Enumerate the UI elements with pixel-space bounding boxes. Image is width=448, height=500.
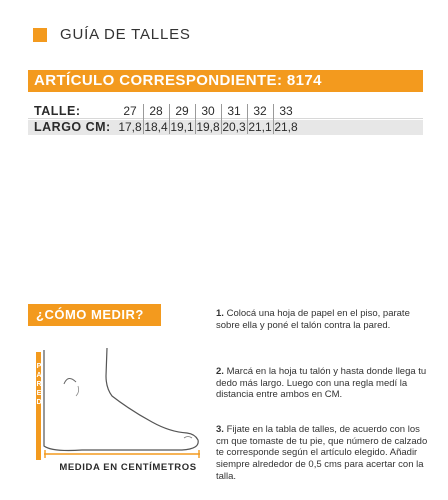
step-number: 3. — [216, 424, 224, 435]
length-row-label: LARGO CM: — [34, 120, 111, 134]
length-cell: 19,1 — [170, 120, 194, 134]
column-divider — [195, 104, 196, 134]
length-cell: 18,4 — [144, 120, 168, 134]
length-cell: 20,3 — [222, 120, 246, 134]
column-divider — [247, 104, 248, 134]
size-row-label: TALLE: — [34, 104, 81, 118]
step-text: Colocá una hoja de papel en el piso, parate sobre ella y poné el talón contra la pared. — [216, 308, 410, 331]
step-number: 2. — [216, 366, 224, 377]
column-divider — [169, 104, 170, 134]
how-to-measure-title: ¿CÓMO MEDIR? — [36, 307, 144, 322]
size-cell: 28 — [149, 104, 163, 118]
how-to-measure-banner — [28, 304, 161, 326]
size-cell: 32 — [253, 104, 267, 118]
step-text: Fijate en la tabla de talles, de acuerdo con los cm que tomaste de tu pie, que número de calzado te corresponde según el artículo elegido. Añadir siempre alrededor de 0,5 cms para acertar con la talla. — [216, 424, 428, 482]
length-cell: 21,1 — [248, 120, 272, 134]
length-cell: 19,8 — [196, 120, 220, 134]
article-label: ARTÍCULO CORRESPONDIENTE: 8174 — [34, 72, 322, 89]
wall-label: P A R E D — [36, 363, 42, 406]
step-item — [216, 366, 431, 401]
title-square-icon — [33, 28, 47, 42]
step-item — [216, 308, 431, 331]
article-banner — [28, 70, 423, 92]
step-number: 1. — [216, 308, 224, 319]
size-cell: 33 — [279, 104, 293, 118]
column-divider — [221, 104, 222, 134]
column-divider — [143, 104, 144, 134]
size-table — [28, 104, 423, 135]
length-cell: 17,8 — [118, 120, 142, 134]
length-row — [28, 120, 423, 135]
column-divider — [273, 104, 274, 134]
size-cell: 31 — [227, 104, 241, 118]
size-cell: 30 — [201, 104, 215, 118]
ruler-label: MEDIDA EN CENTÍMETROS — [59, 462, 197, 473]
page-title: GUÍA DE TALLES — [60, 26, 191, 43]
size-cell: 29 — [175, 104, 189, 118]
foot-outline-icon — [42, 342, 204, 462]
step-item — [216, 424, 431, 483]
foot-illustration — [28, 342, 204, 482]
step-text: Marcá en la hoja tu talón y hasta donde llega tu dedo más largo. Luego con una regla medí la distancia entre ambos en CM. — [216, 366, 427, 401]
length-cell: 21,8 — [274, 120, 298, 134]
size-cell: 27 — [123, 104, 137, 118]
size-row — [28, 104, 423, 119]
